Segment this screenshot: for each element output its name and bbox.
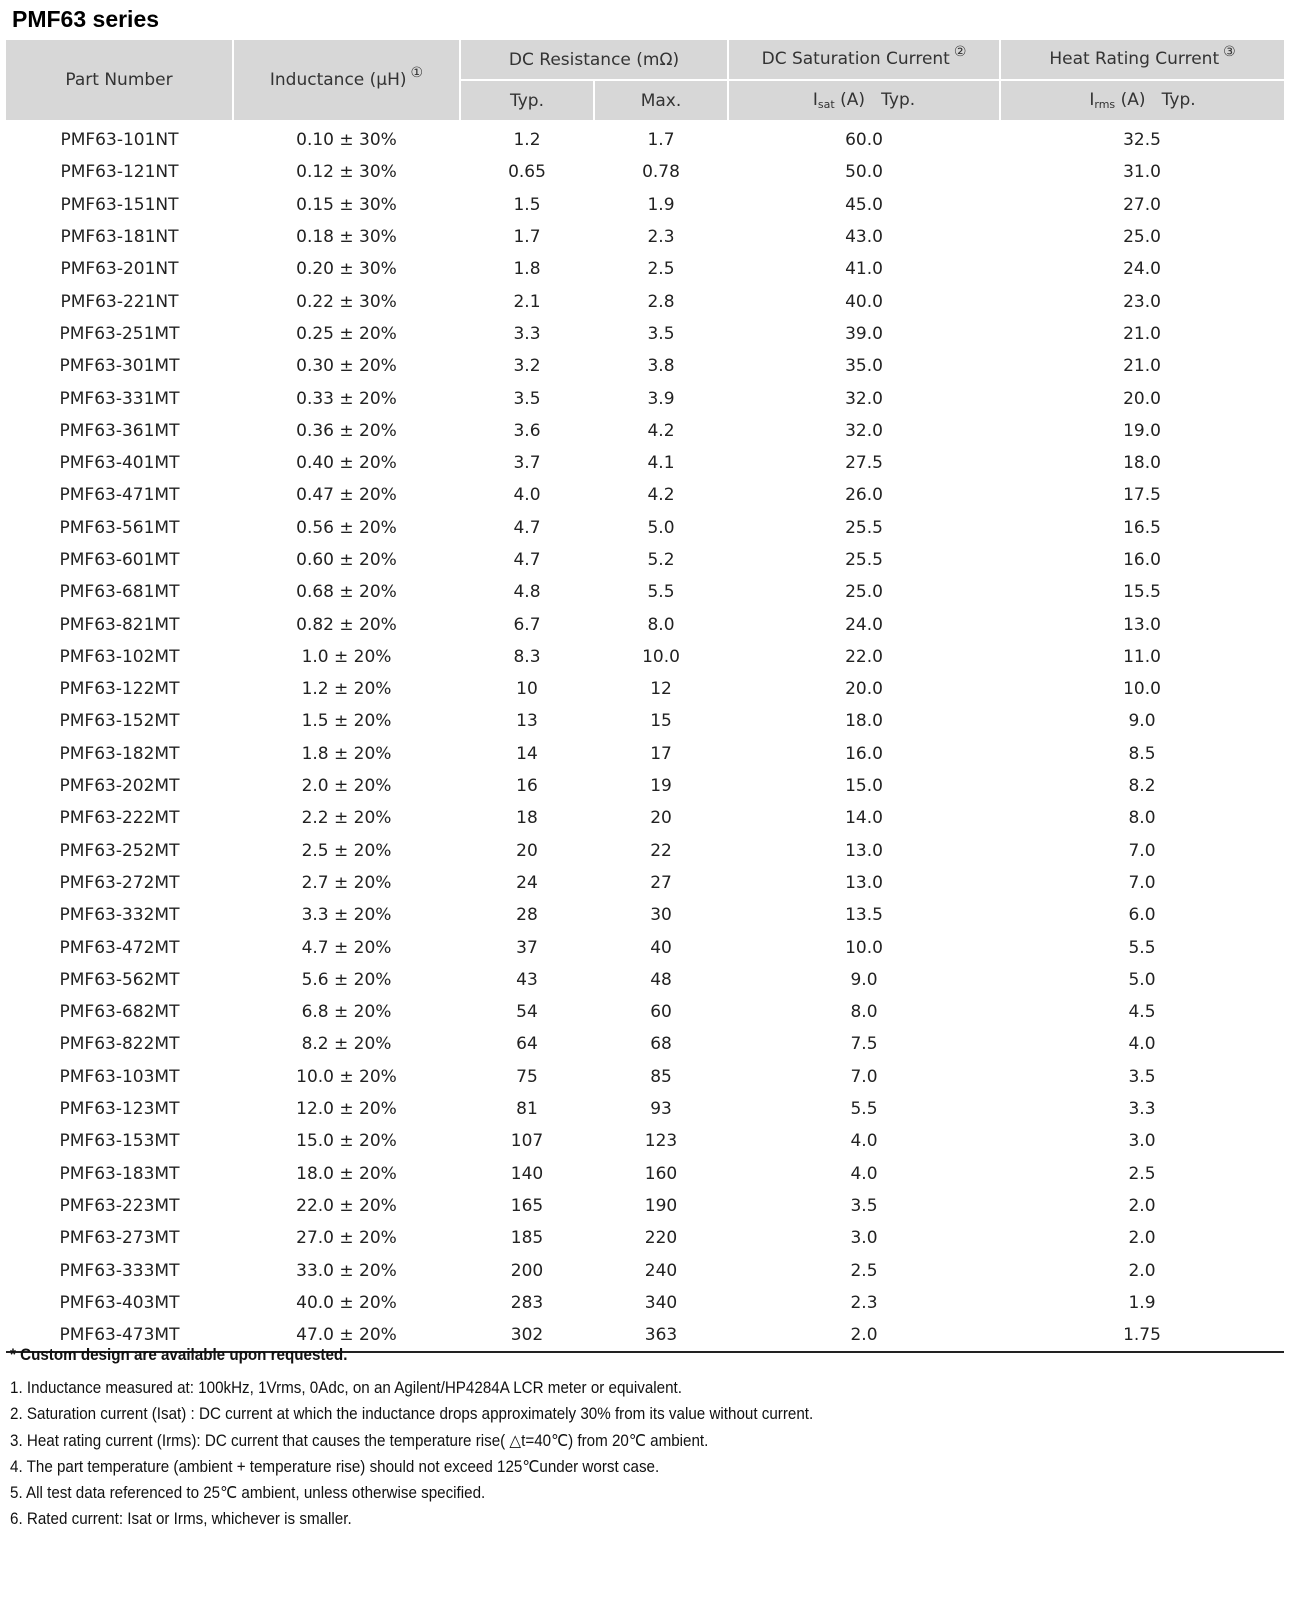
cell-irms-typ: 32.5 bbox=[1123, 130, 1161, 151]
cell-isat-typ: 25.0 bbox=[845, 582, 883, 603]
cell-isat-typ: 10.0 bbox=[845, 937, 883, 958]
cell-inductance: 0.33 ± 20% bbox=[296, 388, 397, 409]
cell-inductance: 2.5 ± 20% bbox=[301, 840, 392, 861]
cell-isat-typ: 32.0 bbox=[845, 420, 883, 441]
cell-isat-typ: 45.0 bbox=[845, 194, 883, 215]
table-row bbox=[6, 576, 1284, 608]
cell-part-number: PMF63-153MT bbox=[59, 1131, 180, 1152]
cell-irms-typ: 21.0 bbox=[1123, 323, 1161, 344]
cell-isat-typ: 14.0 bbox=[845, 808, 883, 829]
cell-isat-typ: 26.0 bbox=[845, 485, 883, 506]
cell-dcr-max: 340 bbox=[644, 1292, 678, 1313]
cell-irms-typ: 21.0 bbox=[1123, 356, 1161, 377]
cell-part-number: PMF63-301MT bbox=[59, 356, 180, 377]
table-row bbox=[6, 802, 1284, 834]
cell-inductance: 0.60 ± 20% bbox=[296, 550, 397, 570]
cell-part-number: PMF63-122MT bbox=[59, 679, 180, 700]
cell-inductance: 3.3 ± 20% bbox=[301, 905, 392, 926]
cell-part-number: PMF63-252MT bbox=[59, 840, 180, 861]
cell-irms-typ: 6.0 bbox=[1128, 905, 1156, 926]
cell-dcr-typ: 20 bbox=[516, 840, 538, 861]
note-item: 2. Saturation current (Isat) : DC current at which the inductance drops approximately 30% from its value without current. bbox=[10, 1405, 814, 1424]
cell-inductance: 5.6 ± 20% bbox=[301, 969, 392, 990]
cell-dcr-max: 5.2 bbox=[647, 550, 675, 570]
cell-dcr-max: 60 bbox=[650, 1002, 672, 1023]
cell-dcr-typ: 3.2 bbox=[513, 356, 541, 377]
cell-part-number: PMF63-562MT bbox=[59, 969, 180, 990]
cell-dcr-typ: 8.3 bbox=[513, 646, 541, 667]
cell-dcr-max: 4.2 bbox=[647, 485, 675, 506]
cell-irms-typ: 1.75 bbox=[1000, 1319, 1284, 1352]
cell-dcr-max: 1.7 bbox=[647, 130, 675, 151]
note-marker-1: ① bbox=[410, 64, 424, 81]
spec-table bbox=[6, 40, 1284, 1353]
cell-irms-typ: 13.0 bbox=[1123, 614, 1161, 635]
cell-part-number: PMF63-152MT bbox=[59, 711, 180, 732]
cell-dcr-typ: 2.1 bbox=[513, 291, 541, 312]
cell-inductance: 0.25 ± 20% bbox=[296, 323, 397, 344]
cell-irms-typ: 7.0 bbox=[1128, 872, 1156, 893]
table-row bbox=[6, 641, 1284, 673]
table-row bbox=[6, 350, 1284, 382]
cell-isat-typ: 18.0 bbox=[845, 711, 883, 732]
table-row bbox=[6, 447, 1284, 479]
cell-dcr-typ: 10 bbox=[516, 679, 538, 700]
cell-dcr-max: 220 bbox=[644, 1228, 678, 1249]
cell-part-number: PMF63-601MT bbox=[59, 550, 180, 570]
cell-inductance: 2.2 ± 20% bbox=[301, 808, 392, 829]
cell-inductance: 0.30 ± 20% bbox=[296, 356, 397, 377]
cell-dcr-max: 40 bbox=[650, 937, 672, 958]
table-row bbox=[6, 121, 1284, 156]
cell-irms-typ: 3.0 bbox=[1128, 1131, 1156, 1152]
cell-isat-typ: 3.5 bbox=[850, 1195, 878, 1216]
cell-isat-typ: 13.0 bbox=[845, 840, 883, 861]
cell-irms-typ: 16.5 bbox=[1123, 517, 1161, 538]
cell-dcr-max: 160 bbox=[644, 1163, 678, 1184]
cell-isat-typ: 27.5 bbox=[845, 453, 883, 474]
cell-dcr-typ: 1.7 bbox=[513, 227, 541, 248]
cell-inductance: 10.0 ± 20% bbox=[296, 1066, 397, 1087]
cell-part-number: PMF63-181NT bbox=[60, 227, 179, 248]
header-irms-unit: $I_{rms}$ (A) Typ. bbox=[1000, 80, 1284, 121]
note-item: 1. Inductance measured at: 100kHz, 1Vrms, 0Adc, on an Agilent/HP4284A LCR meter or equivalent. bbox=[10, 1379, 682, 1397]
cell-dcr-max: 4.1 bbox=[647, 453, 675, 474]
cell-isat-typ: 20.0 bbox=[845, 679, 883, 700]
cell-part-number: PMF63-223MT bbox=[59, 1195, 180, 1216]
cell-irms-typ: 31.0 bbox=[1123, 162, 1161, 183]
cell-irms-typ: 1.9 bbox=[1128, 1292, 1156, 1313]
table-row bbox=[6, 1222, 1284, 1254]
table-row bbox=[6, 770, 1284, 802]
cell-dcr-max: 5.5 bbox=[647, 582, 675, 603]
cell-part-number: PMF63-361MT bbox=[59, 420, 180, 441]
cell-isat-typ: 7.5 bbox=[850, 1034, 878, 1055]
cell-inductance: 0.47 ± 20% bbox=[296, 485, 397, 506]
cell-isat-typ: 9.0 bbox=[850, 969, 878, 990]
cell-irms-typ: 10.0 bbox=[1123, 679, 1161, 700]
cell-part-number: PMF63-561MT bbox=[59, 517, 180, 538]
cell-irms-typ: 15.5 bbox=[1123, 582, 1161, 603]
cell-irms-typ: 3.3 bbox=[1128, 1099, 1156, 1120]
table-row bbox=[6, 1190, 1284, 1222]
cell-dcr-typ: 4.8 bbox=[513, 582, 541, 603]
cell-irms-typ: 5.5 bbox=[1128, 937, 1156, 958]
cell-inductance: 4.7 ± 20% bbox=[301, 937, 392, 958]
cell-inductance: 0.82 ± 20% bbox=[296, 614, 397, 635]
cell-dcr-typ: 3.5 bbox=[513, 388, 541, 409]
cell-inductance: 40.0 ± 20% bbox=[296, 1292, 397, 1313]
cell-part-number: PMF63-151NT bbox=[60, 194, 179, 215]
cell-isat-typ: 7.0 bbox=[850, 1066, 878, 1087]
cell-inductance: 0.18 ± 30% bbox=[296, 227, 397, 248]
note-item: 5. All test data referenced to 25℃ ambient, unless otherwise specified. bbox=[10, 1484, 486, 1503]
table-row bbox=[6, 479, 1284, 511]
cell-part-number: PMF63-472MT bbox=[59, 937, 180, 958]
cell-isat-typ: 60.0 bbox=[845, 130, 883, 151]
cell-dcr-typ: 1.8 bbox=[513, 259, 541, 280]
table-row bbox=[6, 835, 1284, 867]
notes-section bbox=[10, 1346, 1280, 1533]
cell-inductance: 2.7 ± 20% bbox=[301, 872, 392, 893]
cell-dcr-max: 20 bbox=[650, 808, 672, 829]
header-heat-rating-current: Heat Rating Current ③ bbox=[1000, 40, 1284, 80]
cell-inductance: 6.8 ± 20% bbox=[301, 1002, 392, 1023]
table-row bbox=[6, 1061, 1284, 1093]
cell-dcr-typ: 6.7 bbox=[513, 614, 541, 635]
cell-part-number: PMF63-682MT bbox=[59, 1002, 180, 1023]
cell-isat-typ: 16.0 bbox=[845, 743, 883, 764]
cell-inductance: 2.0 ± 20% bbox=[301, 776, 392, 797]
table-row bbox=[6, 512, 1284, 544]
cell-dcr-typ: 0.65 bbox=[508, 162, 546, 183]
cell-dcr-typ: 24 bbox=[516, 872, 538, 893]
cell-dcr-max: 17 bbox=[650, 743, 672, 764]
cell-part-number: PMF63-121NT bbox=[60, 162, 179, 183]
cell-dcr-max: 48 bbox=[650, 969, 672, 990]
cell-dcr-max: 30 bbox=[650, 905, 672, 926]
cell-part-number: PMF63-102MT bbox=[59, 646, 180, 667]
cell-irms-typ: 16.0 bbox=[1123, 550, 1161, 570]
note-item: 4. The part temperature (ambient + temperature rise) should not exceed 125℃under worst case. bbox=[10, 1457, 660, 1476]
cell-isat-typ: 2.5 bbox=[850, 1260, 878, 1281]
table-row bbox=[6, 673, 1284, 705]
table-row bbox=[6, 608, 1284, 640]
table-row bbox=[6, 1158, 1284, 1190]
cell-part-number: PMF63-681MT bbox=[59, 582, 180, 603]
table-row bbox=[6, 1254, 1284, 1286]
cell-isat-typ: 15.0 bbox=[845, 776, 883, 797]
cell-dcr-max: 68 bbox=[650, 1034, 672, 1055]
cell-dcr-typ: 1.5 bbox=[513, 194, 541, 215]
table-row bbox=[6, 1125, 1284, 1157]
note-item: 3. Heat rating current (Irms): DC current that causes the temperature rise( △t=40℃) from 20℃ ambient. bbox=[10, 1431, 709, 1450]
cell-part-number: PMF63-222MT bbox=[59, 808, 180, 829]
cell-dcr-max: 15 bbox=[650, 711, 672, 732]
header-part-number: Part Number bbox=[6, 40, 233, 121]
cell-dcr-max: 27 bbox=[650, 872, 672, 893]
cell-irms-typ: 8.0 bbox=[1128, 808, 1156, 829]
cell-part-number: PMF63-821MT bbox=[59, 614, 180, 635]
cell-inductance: 15.0 ± 20% bbox=[296, 1131, 397, 1152]
note-item: 6. Rated current: Isat or Irms, whichever is smaller. bbox=[10, 1510, 352, 1529]
cell-irms-typ: 7.0 bbox=[1128, 840, 1156, 861]
cell-dcr-typ: 4.0 bbox=[513, 485, 541, 506]
cell-dcr-max: 8.0 bbox=[647, 614, 675, 635]
cell-part-number: PMF63-822MT bbox=[59, 1034, 180, 1055]
cell-irms-typ: 24.0 bbox=[1123, 259, 1161, 280]
cell-isat-typ: 3.0 bbox=[850, 1228, 878, 1249]
header-dc-resistance: DC Resistance (mΩ) bbox=[460, 40, 728, 80]
cell-part-number: PMF63-202MT bbox=[59, 776, 180, 797]
cell-dcr-max: 5.0 bbox=[647, 517, 675, 538]
cell-part-number: PMF63-333MT bbox=[59, 1260, 180, 1281]
table-row bbox=[6, 738, 1284, 770]
table-row bbox=[6, 382, 1284, 414]
cell-inductance: 1.2 ± 20% bbox=[301, 679, 392, 700]
header-inductance: Inductance (μH) ① bbox=[233, 40, 460, 121]
cell-dcr-typ: 64 bbox=[516, 1034, 538, 1055]
cell-isat-typ: 43.0 bbox=[845, 227, 883, 248]
cell-isat-typ: 2.3 bbox=[850, 1292, 878, 1313]
cell-irms-typ: 2.5 bbox=[1128, 1163, 1156, 1184]
cell-isat-typ: 39.0 bbox=[845, 323, 883, 344]
table-body bbox=[6, 121, 1284, 1352]
cell-irms-typ: 2.0 bbox=[1128, 1228, 1156, 1249]
cell-part-number: PMF63-182MT bbox=[59, 743, 180, 764]
cell-isat-typ: 13.5 bbox=[845, 905, 883, 926]
cell-inductance: 22.0 ± 20% bbox=[296, 1195, 397, 1216]
table-row bbox=[6, 899, 1284, 931]
cell-dcr-typ: 54 bbox=[516, 1002, 538, 1023]
table-row bbox=[6, 253, 1284, 285]
cell-part-number: PMF63-473MT bbox=[6, 1319, 233, 1352]
cell-isat-typ: 5.5 bbox=[850, 1099, 878, 1120]
cell-isat-typ: 32.0 bbox=[845, 388, 883, 409]
cell-inductance: 27.0 ± 20% bbox=[296, 1228, 397, 1249]
cell-dcr-max: 19 bbox=[650, 776, 672, 797]
cell-irms-typ: 5.0 bbox=[1128, 969, 1156, 990]
cell-irms-typ: 11.0 bbox=[1123, 646, 1161, 667]
cell-isat-typ: 8.0 bbox=[850, 1002, 878, 1023]
cell-irms-typ: 2.0 bbox=[1128, 1195, 1156, 1216]
cell-dcr-typ: 140 bbox=[510, 1163, 544, 1184]
cell-dcr-max: 4.2 bbox=[647, 420, 675, 441]
cell-irms-typ: 18.0 bbox=[1123, 453, 1161, 474]
cell-dcr-max: 3.8 bbox=[647, 356, 675, 377]
cell-dcr-typ: 4.7 bbox=[513, 517, 541, 538]
cell-dcr-max: 3.9 bbox=[647, 388, 675, 409]
cell-irms-typ: 9.0 bbox=[1128, 711, 1156, 732]
cell-dcr-typ: 75 bbox=[516, 1066, 538, 1087]
table-row bbox=[6, 1093, 1284, 1125]
cell-part-number: PMF63-123MT bbox=[59, 1099, 180, 1120]
cell-inductance: 18.0 ± 20% bbox=[296, 1163, 397, 1184]
cell-part-number: PMF63-251MT bbox=[59, 323, 180, 344]
cell-dcr-typ: 200 bbox=[510, 1260, 544, 1281]
cell-inductance: 1.0 ± 20% bbox=[301, 646, 392, 667]
note-marker-2: ② bbox=[953, 44, 967, 60]
cell-isat-typ: 25.5 bbox=[845, 517, 883, 538]
cell-irms-typ: 2.0 bbox=[1128, 1260, 1156, 1281]
table-row bbox=[6, 867, 1284, 899]
cell-irms-typ: 4.5 bbox=[1128, 1002, 1156, 1023]
cell-dcr-max: 190 bbox=[644, 1195, 678, 1216]
cell-irms-typ: 23.0 bbox=[1123, 291, 1161, 312]
cell-inductance: 0.36 ± 20% bbox=[296, 420, 397, 441]
cell-dcr-typ: 185 bbox=[510, 1228, 544, 1249]
cell-irms-typ: 8.2 bbox=[1128, 776, 1156, 797]
table-row bbox=[6, 1028, 1284, 1060]
cell-dcr-max: 22 bbox=[650, 840, 672, 861]
cell-dcr-typ: 13 bbox=[516, 711, 538, 732]
cell-inductance: 0.12 ± 30% bbox=[296, 162, 397, 183]
cell-part-number: PMF63-401MT bbox=[59, 453, 180, 474]
table-row bbox=[6, 996, 1284, 1028]
page-title: PMF63 series bbox=[12, 6, 160, 32]
cell-dcr-max: 240 bbox=[644, 1260, 678, 1281]
table-row bbox=[6, 285, 1284, 317]
cell-isat-typ: 13.0 bbox=[845, 872, 883, 893]
cell-dcr-max: 2.5 bbox=[647, 259, 675, 280]
header-dcr-typ: Typ. bbox=[460, 80, 594, 121]
table-row bbox=[6, 544, 1284, 576]
cell-inductance: 0.10 ± 30% bbox=[296, 130, 397, 151]
cell-dcr-typ: 4.7 bbox=[513, 550, 541, 570]
table-row bbox=[6, 318, 1284, 350]
cell-dcr-max: 2.8 bbox=[647, 291, 675, 312]
cell-irms-typ: 19.0 bbox=[1123, 420, 1161, 441]
cell-dcr-typ: 16 bbox=[516, 776, 538, 797]
cell-dcr-max: 2.3 bbox=[647, 227, 675, 248]
cell-irms-typ: 27.0 bbox=[1123, 194, 1161, 215]
cell-inductance: 0.22 ± 30% bbox=[296, 291, 397, 312]
table-row bbox=[6, 415, 1284, 447]
cell-inductance: 12.0 ± 20% bbox=[296, 1099, 397, 1120]
cell-inductance: 8.2 ± 20% bbox=[301, 1034, 392, 1055]
cell-irms-typ: 8.5 bbox=[1128, 743, 1156, 764]
cell-inductance: 0.15 ± 30% bbox=[296, 194, 397, 215]
table-row bbox=[6, 705, 1284, 737]
table-row bbox=[6, 931, 1284, 963]
cell-dcr-typ: 81 bbox=[516, 1099, 538, 1120]
cell-irms-typ: 3.5 bbox=[1128, 1066, 1156, 1087]
header-dcr-max: Max. bbox=[594, 80, 728, 121]
cell-irms-typ: 20.0 bbox=[1123, 388, 1161, 409]
cell-part-number: PMF63-101NT bbox=[60, 130, 179, 151]
header-saturation-current: DC Saturation Current ② bbox=[728, 40, 1000, 80]
cell-dcr-typ: 3.3 bbox=[513, 323, 541, 344]
cell-isat-typ: 2.0 bbox=[728, 1319, 1000, 1352]
cell-dcr-typ: 3.7 bbox=[513, 453, 541, 474]
cell-part-number: PMF63-403MT bbox=[59, 1292, 180, 1313]
cell-dcr-max: 10.0 bbox=[642, 646, 680, 667]
cell-dcr-max: 123 bbox=[644, 1131, 678, 1152]
table-row bbox=[6, 964, 1284, 996]
cell-dcr-max: 363 bbox=[594, 1319, 728, 1352]
table-row bbox=[6, 189, 1284, 221]
cell-part-number: PMF63-103MT bbox=[59, 1066, 180, 1087]
cell-dcr-typ: 1.2 bbox=[513, 130, 541, 151]
notes-list bbox=[10, 1375, 1280, 1533]
cell-isat-typ: 4.0 bbox=[850, 1163, 878, 1184]
cell-isat-typ: 41.0 bbox=[845, 259, 883, 280]
cell-part-number: PMF63-272MT bbox=[59, 872, 180, 893]
cell-dcr-max: 1.9 bbox=[647, 194, 675, 215]
cell-dcr-max: 12 bbox=[650, 679, 672, 700]
cell-inductance: 33.0 ± 20% bbox=[296, 1260, 397, 1281]
cell-irms-typ: 4.0 bbox=[1128, 1034, 1156, 1055]
table-row bbox=[6, 221, 1284, 253]
cell-isat-typ: 22.0 bbox=[845, 646, 883, 667]
cell-inductance: 0.40 ± 20% bbox=[296, 453, 397, 474]
cell-part-number: PMF63-331MT bbox=[59, 388, 180, 409]
cell-part-number: PMF63-471MT bbox=[59, 485, 180, 506]
cell-dcr-max: 0.78 bbox=[642, 162, 680, 183]
table-row bbox=[6, 1287, 1284, 1319]
cell-dcr-typ: 37 bbox=[516, 937, 538, 958]
cell-dcr-typ: 107 bbox=[510, 1131, 544, 1152]
cell-dcr-typ: 18 bbox=[516, 808, 538, 829]
cell-part-number: PMF63-201NT bbox=[60, 259, 179, 280]
cell-part-number: PMF63-273MT bbox=[59, 1228, 180, 1249]
cell-dcr-typ: 283 bbox=[510, 1292, 544, 1313]
header-isat-unit: $I_{sat}$ (A) Typ. bbox=[728, 80, 1000, 121]
cell-dcr-typ: 43 bbox=[516, 969, 538, 990]
cell-dcr-typ: 14 bbox=[516, 743, 538, 764]
custom-design-note: * Custom design are available upon requested. bbox=[10, 1346, 348, 1364]
cell-isat-typ: 24.0 bbox=[845, 614, 883, 635]
cell-isat-typ: 35.0 bbox=[845, 356, 883, 377]
table-header bbox=[6, 40, 1284, 121]
cell-irms-typ: 25.0 bbox=[1123, 227, 1161, 248]
cell-inductance: 0.68 ± 20% bbox=[296, 582, 397, 603]
cell-irms-typ: 17.5 bbox=[1123, 485, 1161, 506]
cell-dcr-typ: 302 bbox=[460, 1319, 594, 1352]
cell-inductance: 47.0 ± 20% bbox=[233, 1319, 460, 1352]
cell-isat-typ: 4.0 bbox=[850, 1131, 878, 1152]
cell-dcr-typ: 28 bbox=[516, 905, 538, 926]
cell-dcr-typ: 3.6 bbox=[513, 420, 541, 441]
cell-inductance: 1.5 ± 20% bbox=[301, 711, 392, 732]
cell-isat-typ: 25.5 bbox=[845, 550, 883, 570]
cell-inductance: 0.20 ± 30% bbox=[296, 259, 397, 280]
table-row bbox=[6, 156, 1284, 188]
note-marker-3: ③ bbox=[1223, 44, 1236, 60]
cell-dcr-max: 85 bbox=[650, 1066, 672, 1087]
cell-part-number: PMF63-221NT bbox=[60, 291, 179, 312]
cell-part-number: PMF63-183MT bbox=[59, 1163, 180, 1184]
cell-inductance: 1.8 ± 20% bbox=[301, 743, 392, 764]
cell-inductance: 0.56 ± 20% bbox=[296, 517, 397, 538]
cell-dcr-typ: 165 bbox=[510, 1195, 544, 1216]
cell-dcr-max: 93 bbox=[650, 1099, 672, 1120]
cell-part-number: PMF63-332MT bbox=[59, 905, 180, 926]
cell-isat-typ: 40.0 bbox=[845, 291, 883, 312]
cell-dcr-max: 3.5 bbox=[647, 323, 675, 344]
cell-isat-typ: 50.0 bbox=[845, 162, 883, 183]
